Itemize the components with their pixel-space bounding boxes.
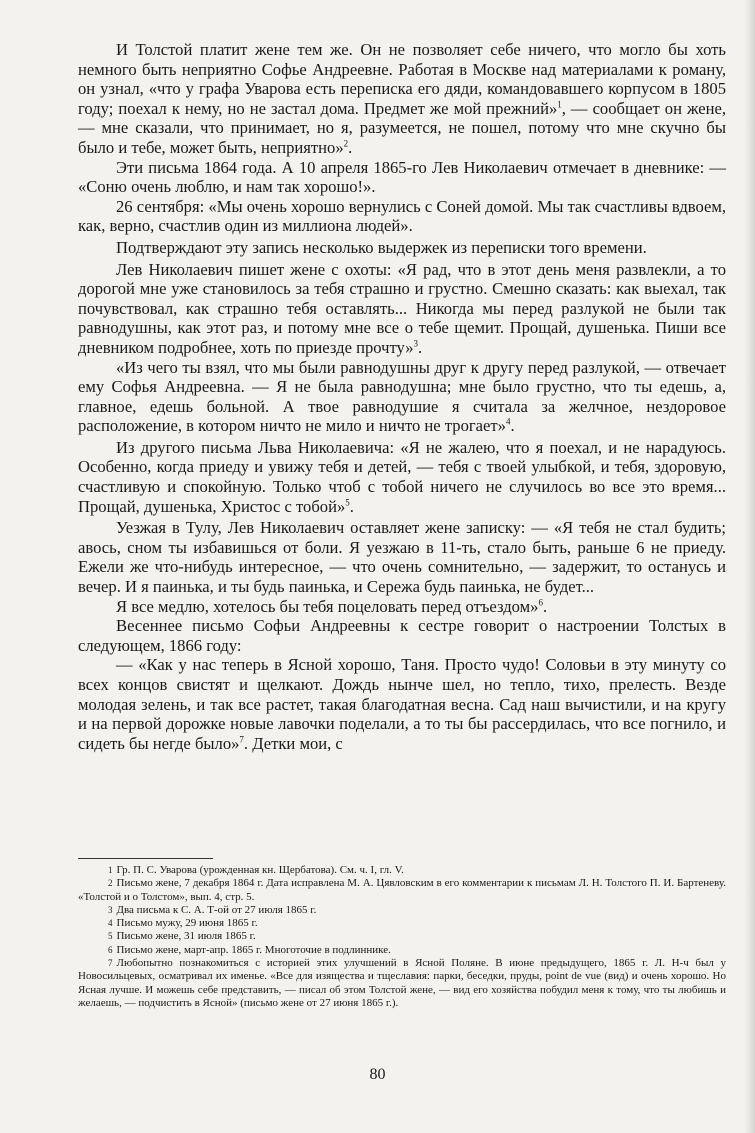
paragraph-2: Эти письма 1864 года. А 10 апреля 1865-го Лев Николаевич отмечает в дневнике: — «Соню очень люблю, и нам так хорошо!».: [78, 157, 726, 197]
footnote-4: 4 Письмо мужу, 29 июня 1865 г.: [108, 917, 258, 930]
footnote-5: 5 Письмо жене, 31 июля 1865 г.: [108, 930, 256, 943]
page-number: 80: [369, 1066, 386, 1083]
footnote-ref-7: 7: [239, 734, 244, 745]
footnote-ref-6: 6: [538, 597, 543, 608]
footnote-ref-5: 5: [345, 497, 350, 508]
paragraph-6: «Из чего ты взял, что мы были равнодушны друг к другу перед разлукой, — отвечает ему Софья Андреевна. — Я не была равнодушна; мне было грустно, что ты едешь, а, главное, едешь больной. А твое равнодушие я считала за желчное, нездоровое расположение, в котором ничто не мило и ничто не трогает»$^4$.: [78, 357, 726, 436]
footnote-ref-3: 3: [413, 338, 419, 349]
footnote-1: 1 Гр. П. С. Уварова (урожденная кн. Щербатова). См. ч. I, гл. V.: [108, 864, 404, 876]
scan-binding-edge: [745, 0, 755, 1133]
footnote-ref-2: 2: [343, 138, 349, 149]
footnote-3: 3 Два письма к С. А. Т-ой от 27 июля 1865 г.: [108, 903, 317, 916]
footnotes: [78, 864, 726, 1010]
footnote-7: 7 Любопытно познакомиться с историей этих улучшений в Ясной Поляне. В июне предыдущего, 1865 г. Л. Н-ч был у Новосильцевых, осматривал их именье. «Все для изящества и тщеславия: парки, беседки, пруды, point de vue (вид) и очень хорошо. Но Ясная лучше. И можешь себе представить, — писал об этом Толстой жене, — вид его хозяйства побудил меня к тому, что ты любишь и желаешь, — подчистить в Ясной» (письмо жене от 27 июня 1865 г.).: [78, 957, 726, 1009]
paragraph-1: И Толстой платит жене тем же. Он не позволяет себе ничего, что могло бы хоть немного быть неприятно Софье Андреевне. Работая в Москве над материалами к роману, он узнал, «что у графа Уварова есть переписка его дяди, командовавшего корпусом в 1805 году; поехал к нему, но не застал дома. Предмет же мой прежний»$^1$, — сообщает он жене, — мне сказали, что принимает, но я, разумеется, не пошел, потому что мне скучно бы было и тебе, может быть, неприятно»$^2$.: [78, 40, 726, 157]
paragraph-9: Я все медлю, хотелось бы тебя поцеловать перед отъездом»$^6$.: [116, 596, 548, 616]
footnote-2: 2 Письмо жене, 7 декабря 1864 г. Дата исправлена М. А. Цявловским в его комментарии к письмам Л. Н. Толстого П. И. Бартеневу. «Толстой и о Толстом», вып. 4, стр. 5.: [78, 877, 726, 903]
paragraph-8: Уезжая в Тулу, Лев Николаевич оставляет жене записку: — «Я тебя не стал будить; авось, сном ты избавишься от боли. Я уезжаю в 11-ть, стало быть, раньше 6 не приеду. Ежели же что-нибудь интересное, — что очень сомнительно, — задержит, то останусь и вечер. И я паинька, и ты будь паинька, и Сережа будь паинька, не будет...: [78, 518, 726, 597]
footnote-divider: [78, 858, 213, 859]
paragraph-4: Подтверждают эту запись несколько выдержек из переписки того времени.: [116, 237, 647, 257]
footnote-ref-4: 4: [505, 416, 511, 427]
footnote-6: 6 Письмо жене, март-апр. 1865 г. Многоточие в подлиннике.: [108, 943, 391, 956]
paragraph-7: Из другого письма Льва Николаевича: «Я не жалею, что я поехал, и не нарадуюсь. Особенно, когда приеду и увижу тебя и детей, — тебя с твоей улыбкой, и тебя, здоровую, счастливую и спокойную. Только чтоб с тобой ничего не случилось во все это время... Прощай, душенька, Христос с тобой»$^5$.: [78, 437, 726, 516]
footnote-ref-1: 1: [557, 99, 562, 110]
paragraph-3: 26 сентября: «Мы очень хорошо вернулись с Соней домой. Мы так счастливы вдвоем, как, верно, счастлив один из миллиона людей».: [78, 196, 726, 236]
main-text: [78, 40, 726, 753]
paragraph-11: — «Как у нас теперь в Ясной хорошо, Таня. Просто чудо! Соловьи в эту минуту со всех концов свистят и щелкают. Дождь нынче шел, но тепло, тихо, прелесть. Везде молодая зелень, и так все растет, такая благодатная весна. Сад наш вычистили, и на кругу и на первой дорожке новые лавочки поделали, а то ты бы рассердилась, что все погнило, и сидеть бы негде было»$^7$. Детки мои, с: [78, 655, 726, 753]
paragraph-10: Весеннее письмо Софьи Андреевны к сестре говорит о настроении Толстых в следующем, 1866 году:: [78, 616, 726, 655]
paragraph-5: Лев Николаевич пишет жене с охоты: «Я рад, что в этот день меня развлекли, а то дорогой мне уже становилось за тебя страшно и грустно. Смешно сказать: как выехал, так почувствовал, как страшно тебя оставлять... Никогда мы перед разлукой не были так равнодушны, как этот раз, и потому мне все о тебе щемит. Прощай, душенька. Пиши все дневником подробнее, хоть по приезде прочту»$^3$.: [78, 259, 726, 357]
